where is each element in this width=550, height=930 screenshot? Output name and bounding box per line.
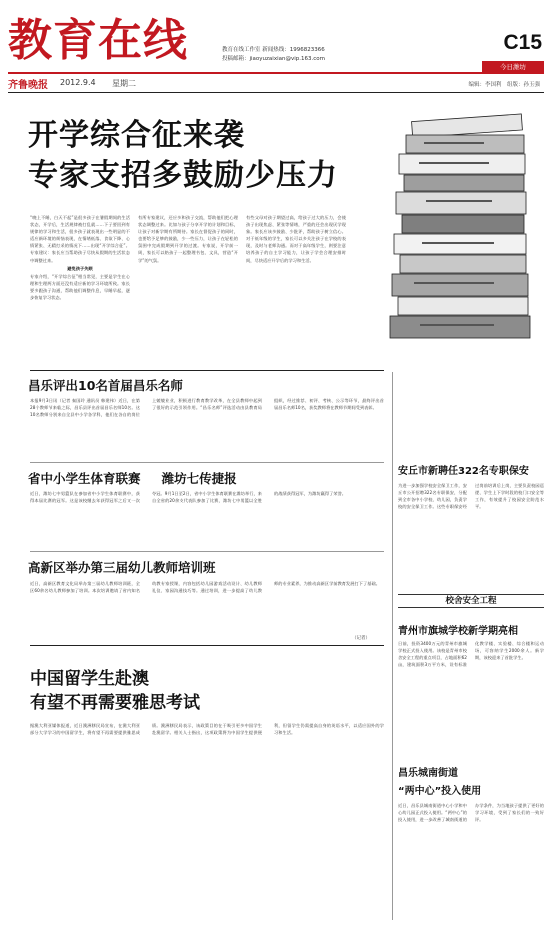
- s6-title: 青州市旗城学校新学期亮相: [398, 626, 518, 637]
- newspaper-logo: 齐鲁晚报: [8, 80, 48, 91]
- s1-title: 昌乐评出10名首届昌乐名师: [28, 378, 183, 393]
- lead-col-1: [30, 214, 130, 344]
- editors-credit: 编辑：李国利 组版：孙玉强: [468, 82, 540, 88]
- issue-weekday: 星期二: [112, 79, 136, 88]
- contact-line-2: 投稿邮箱：jiaoyuzaixian@vip.163.com: [222, 56, 325, 62]
- s3-bottom-rule: [30, 645, 384, 646]
- s1-bottom-rule: [30, 462, 384, 463]
- s6-label-box: [398, 594, 544, 608]
- contact-line-1: 教育在线工作室 新闻热线：1996823366: [222, 47, 325, 53]
- s2-title: [28, 468, 237, 487]
- header-rule-bottom: [8, 92, 544, 93]
- s4-text: 据澳大利亚媒体报道，近日澳洲移民局宣布，在澳大利亚部分大学学习的中国留学生，将有望不再需要提供雅思成绩。澳洲移民局表示，该政策目的在于吸引更多中国学生赴澳留学。相关人士指出，这项政策将为中国学生提供便利，但留学生仍需提高自身的英语水平，以适应国外的学习和生活。: [30, 723, 384, 736]
- issue-date: 2012.9.4: [60, 78, 96, 87]
- right-col-divider: [392, 372, 393, 920]
- s6-text: 日前，投资3400万元的青州市旗城学校正式投入使用。该校是青州市校舍安全工程的重点项目，占地面积62亩，建筑面积3万平方米，设有标准化教学楼、实验楼、综合楼和运动场，可容纳学生2000余人。新学期，该校迎来了首批学生。: [398, 641, 544, 668]
- section-label: 今日潍坊: [482, 61, 544, 73]
- s5-title: 安丘市新聘任322名专职保安: [398, 466, 529, 477]
- s5-text: 为进一步加强学校安全保卫工作，安丘市公开招聘322名专职保安，分配到全市各中小学校、幼儿园，负责学校的安全保卫工作。这些专职保安经过岗前培训后上岗，主要负责校园巡逻、学生上下学时段的校门口安全等工作，有效提升了校园安全防范水平。: [398, 483, 544, 510]
- s2-text: 近日，潍坊七中男篮队在参加省中小学生体育联赛中，获得本届比赛的冠军。这是该校继去年获得冠军之后又一次夺冠。9月1日至2日，省中小学生体育联赛在潍坊举行，来自全省的20余支代表队参加了比赛，潍坊七中男篮以全胜的战绩获得冠军，为潍坊赢得了荣誉。: [30, 491, 347, 504]
- lead-headline-1: 开学综合征来袭: [28, 118, 245, 153]
- s4-title-2: 有望不再需要雅思考试: [30, 693, 200, 713]
- s7-text: 近日，昌乐县城南街道中心小学和中心幼儿园正式投入使用。“两中心”的投入使用，进一步改善了城南街道的办学条件，为当地孩子提供了更好的学习环境，受到了家长们的一致好评。: [398, 803, 544, 823]
- header-rule-red: [8, 72, 544, 74]
- books-photo: [384, 100, 542, 362]
- s2-title-a: 省中小学生体育联赛: [28, 471, 141, 486]
- s6-label: 校舍安全工程: [445, 596, 497, 606]
- lead-headline-2: 专家支招多鼓励少压力: [28, 158, 338, 193]
- s7-title-1: 昌乐城南街道: [398, 768, 458, 779]
- s4-title-1: 中国留学生赴澳: [30, 669, 149, 689]
- s3-title: 高新区举办第三届幼儿教师培训班: [28, 560, 216, 575]
- s2-bottom-rule: [30, 551, 384, 552]
- s1-text: 本报9月3日讯（记者 秦国玲 通讯员 韩建伟）近日，在第28个教师节来临之际，昌乐县评出首届昌乐名师10名。这10名教师分别来自全县中小学各学科，他们在各自的岗位上兢兢业业，积极进行教育教学改革，在全县教师中起到了很好的示范引领作用。“昌乐名师”评选活动由县教育局组织，经过推荐、初评、考核、公示等环节，最终评出首届昌乐名师10名，获奖教师将在教师节期间受到表彰。: [30, 398, 384, 418]
- s3-text: 近日，高新区教育文化局举办第三届幼儿教师培训班，全区60余名幼儿教师参加了培训。本次培训邀请了省内知名幼教专家授课，内容包括幼儿园游戏活动设计、幼儿教师礼仪、家园沟通技巧等。通过培训，进一步提高了幼儿教师的专业素养，为推动高新区学前教育发展打下了基础。: [30, 581, 380, 594]
- page-header: [0, 0, 550, 96]
- lead-col-1-text-a: “晚上不睡，白天不起”是很多孩子在暑假期间的生活状态，开学后，生活规律被打乱就……下子要回到有规律的学习和生活，很多孩子就表现出一些明显的不适应新环境的烦恼表现，在情绪低落、食欲下降、心情紧张、无精打采的情况下……出现“开学综合征”。专家建议：家长应当帮助孩子尽快从假期的生活状态中调整过来。: [30, 215, 130, 263]
- s3-byline: （记者）: [352, 636, 370, 641]
- lead-col-3: 有些父母对孩子期望过高，给孩子过大的压力，会使孩子出现焦虑、紧张等情绪，严重的还会出现厌学现象。家长应该多鼓励、少批评，帮助孩子树立信心。对于低年级的学生，家长可以多关注孩子在学校的表现，及时与老师沟通。而对于高年级学生，则要注意培养孩子的自主学习能力，让孩子学会合理安排时间，尽快适应开学后的学习和生活。: [246, 215, 346, 263]
- lead-col-2: 有所专家建议，还应多和孩子交流，帮助他们把心理状态调整过来。比如与孩子分享开学的计划和目标，让孩子对新学期有所期待。家长在督促孩子的同时，也要给予足够的鼓励，少一些压力，让孩子在轻松的氛围中完成假期到开学的过渡。专家说，开学前一周，家长可以陪孩子一起整理书包、文具，营造“开学”的气氛。: [138, 215, 238, 263]
- s7-title-2: “两中心”投入使用: [398, 786, 482, 797]
- lead-bottom-rule: [30, 370, 384, 371]
- page-number: C15: [503, 31, 542, 54]
- lead-subhead: 避免孩子失眠: [67, 265, 93, 271]
- s2-title-b: 潍坊七传捷报: [161, 471, 237, 486]
- masthead-title: 教育在线: [8, 15, 188, 66]
- lead-col-1-text-b: 专家介绍，“开学综合征”相当常见，主要是学生在心理和生理两方面还没有适应新的学习环境所致。家长要多跟孩子沟通，帮助他们调整作息，早睡早起，逐步恢复学习状态。: [30, 273, 130, 301]
